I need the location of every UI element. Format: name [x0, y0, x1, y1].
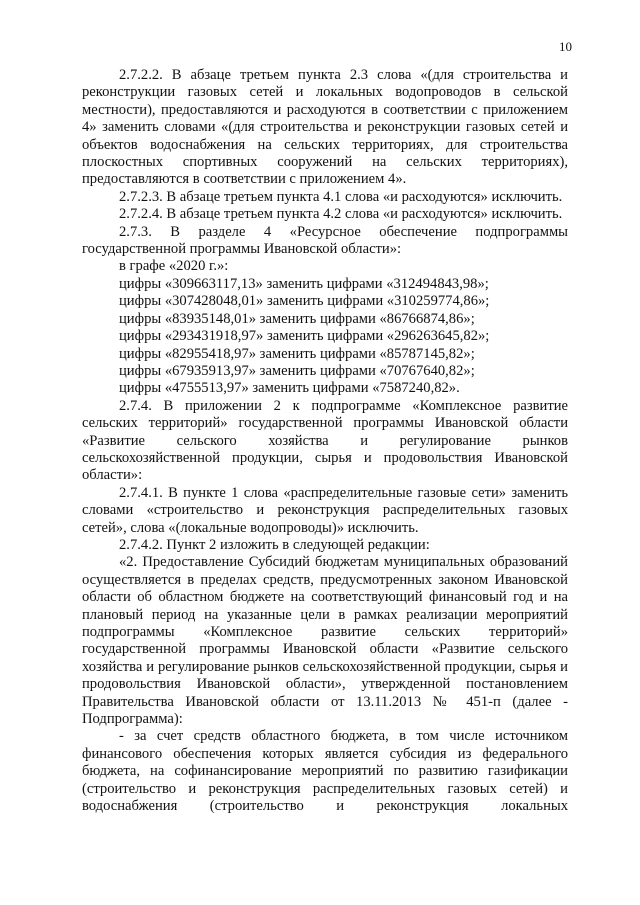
document-body [82, 67, 568, 815]
list-item: цифры «309663117,13» заменить цифрами «312494843,98»; [119, 275, 489, 292]
paragraph-2-7-2-2: 2.7.2.2. В абзаце третьем пункта 2.3 слова «(для строительства и реконструкции газовых сетей и локальных водопроводов в сельской местности), предоставляются и расходуются в соответствии с приложением 4» заменить словами «(для строительства и реконструкции газовых сетей и объектов водоснабжения на сельских территориях, для строительства плоскостных спортивных сооружений на сельских территориях), предоставляются в соответствии с приложением 4». [82, 67, 568, 188]
paragraph-funding-source: - за счет средств областного бюджета, в том числе источником финансового обеспечения которых является субсидия из федерального бюджета, на софинансирование мероприятий по развитию газификации (строительство и реконструкция распределительных газовых сетей) и водоснабжения (строительство и реконструкция локальных [82, 728, 568, 815]
paragraph-2-7-4: 2.7.4. В приложении 2 к подпрограмме «Комплексное развитие сельских территорий» государственной программы Ивановской области «Развитие сельского хозяйства и регулирование рынков сельскохозяйственной продукции, сырья и продовольствия Ивановской области»: [82, 397, 568, 484]
list-intro: в графе «2020 г.»: [119, 258, 229, 275]
paragraph-2-7-2-4: 2.7.2.4. В абзаце третьем пункта 4.2 слова «и расходуются» исключить. [119, 206, 563, 223]
list-item: цифры «67935913,97» заменить цифрами «70767640,82»; [119, 362, 475, 379]
list-item: цифры «4755513,97» заменить цифрами «7587240,82». [119, 380, 460, 397]
paragraph-2-7-2-3: 2.7.2.3. В абзаце третьем пункта 4.1 слова «и расходуются» исключить. [119, 188, 563, 205]
paragraph-clause-2: «2. Предоставление Субсидий бюджетам муниципальных образований осуществляется в пределах средств, предусмотренных законом Ивановской области об областном бюджете на соответствующий финансовый год и на плановый период на указанные цели в рамках реализации мероприятий подпрограммы «Комплексное развитие сельских территорий» государственной программы Ивановской области «Развитие сельского хозяйства и регулирование рынков сельскохозяйственной продукции, сырья и продовольствия Ивановской области», утвержденной постановлением Правительства Ивановской области от 13.11.2013 № 451-п (далее - Подпрограмма): [82, 554, 568, 728]
paragraph-2-7-4-2: 2.7.4.2. Пункт 2 изложить в следующей редакции: [119, 536, 430, 553]
list-item: цифры «82955418,97» заменить цифрами «85787145,82»; [119, 345, 475, 362]
list-item: цифры «307428048,01» заменить цифрами «310259774,86»; [119, 293, 490, 310]
paragraph-2-7-4-1: 2.7.4.1. В пункте 1 слова «распределительные газовые сети» заменить словами «строительство и реконструкция распределительных газовых сетей», слова «(локальные водопроводы)» исключить. [82, 484, 568, 536]
list-item: цифры «293431918,97» заменить цифрами «296263645,82»; [119, 328, 490, 345]
page-number: 10 [559, 39, 572, 54]
list-item: цифры «83935148,01» заменить цифрами «86766874,86»; [119, 310, 475, 327]
paragraph-2-7-3: 2.7.3. В разделе 4 «Ресурсное обеспечение подпрограммы государственной программы Ивановской области»: [82, 223, 568, 258]
